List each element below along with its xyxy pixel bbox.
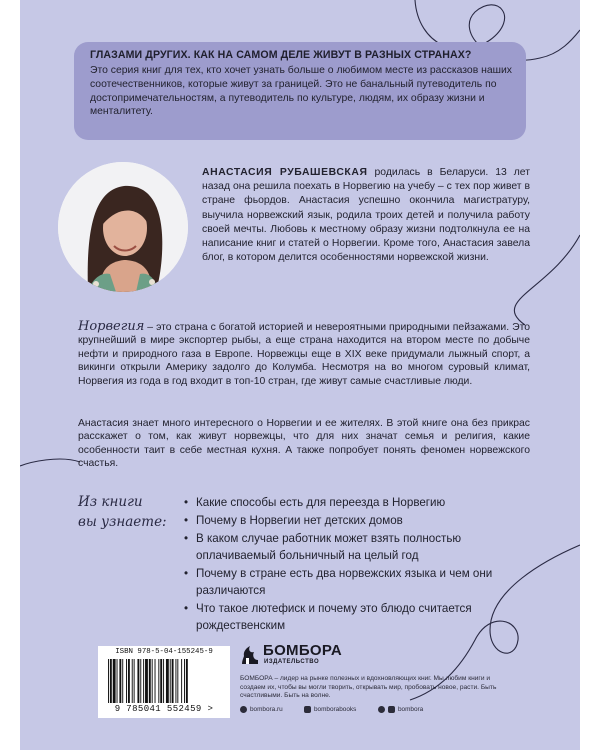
norway-word: Норвегия	[78, 319, 145, 334]
barcode-bars	[106, 659, 224, 703]
series-title: ГЛАЗАМИ ДРУГИХ. КАК НА САМОМ ДЕЛЕ ЖИВУТ В РАЗНЫХ СТРАНАХ?	[90, 49, 472, 61]
learn-label	[78, 492, 178, 532]
barcode-bar	[134, 659, 135, 703]
bullet-icon: •	[184, 567, 189, 580]
barcode-bar	[177, 659, 178, 703]
barcode-bar	[152, 659, 153, 703]
barcode-bar	[184, 659, 185, 703]
publisher-logo-subtitle: ИЗДАТЕЛЬСТВО	[264, 659, 320, 665]
barcode-bar	[132, 659, 133, 703]
barcode-bar	[126, 659, 127, 703]
barcode-bar	[172, 659, 174, 703]
vk-icon	[304, 706, 311, 713]
list-item: • Почему в Норвегии нет детских домов	[184, 514, 403, 527]
publisher-logo-text: БОМБОРА	[263, 642, 343, 659]
barcode-bar	[128, 659, 130, 703]
isbn-label: ISBN 978-5-04-155245-9	[115, 648, 213, 656]
barcode-bar	[108, 659, 109, 703]
barcode-bar	[163, 659, 164, 703]
publisher-description: БОМБОРА – лидер на рынке полезных и вдохновляющих книг. Мы любим книги и создаем их, чтобы вы могли творить, открывать мир, пробовать новое, расти. Быть счастливыми. Быть на волне.	[240, 675, 497, 700]
barcode-bar	[119, 659, 121, 703]
barcode-bar	[143, 659, 144, 703]
barcode-bar	[181, 659, 182, 703]
barcode-bar	[175, 659, 176, 703]
barcode-block	[98, 646, 230, 718]
list-item: • В каком случае работник может взять полностью оплачиваемый больничный на целый год	[184, 532, 462, 562]
barcode-bar	[113, 659, 116, 703]
author-name: АНАСТАСИЯ РУБАШЕВСКАЯ	[202, 167, 368, 178]
bullet-icon: •	[184, 532, 189, 545]
share-icon	[388, 706, 395, 713]
social-website[interactable]: bombora.ru	[240, 706, 283, 713]
social-books[interactable]: bomborabooks	[304, 706, 356, 713]
social-channels[interactable]: bombora	[378, 706, 423, 713]
barcode-bar	[158, 659, 159, 703]
barcode-bar	[155, 659, 156, 703]
publisher-socials	[240, 706, 500, 716]
barcode-bar	[145, 659, 148, 703]
globe-icon	[240, 706, 247, 713]
barcode-bar	[122, 659, 123, 703]
bombora-wave-icon	[240, 642, 260, 666]
barcode-bar	[140, 659, 141, 703]
learn-label-line2: вы узнаете:	[78, 514, 167, 530]
barcode-bar	[149, 659, 151, 703]
author-portrait	[58, 162, 188, 292]
barcode-bar	[186, 659, 188, 703]
left-arrow-line	[20, 459, 80, 466]
bullet-icon: •	[184, 514, 189, 527]
publisher-logo	[240, 640, 390, 668]
list-item: • Почему в стране есть два норвежских языка и чем они различаются	[184, 567, 493, 597]
back-cover	[20, 0, 580, 750]
list-item: • Что такое лютефиск и почему это блюдо считается рождественским	[184, 602, 472, 632]
author-bio-text: родилась в Беларуси. 13 лет назад она решила поехать в Норвегию на учебу – с тех пор живет в стране фьордов. Анастасия успешно окончила магистратуру, выучила норвежский язык, родила троих детей и получила работу своей мечты. Любовь к местному образу жизни подтолкнула ее на написание книг и статей о Норвегии. Кроме того, Анастасия завела блог, в котором делится особенностями норвежской жизни.	[202, 167, 530, 264]
bullet-icon: •	[184, 496, 189, 509]
norway-text: – это страна с богатой историей и невероятными природными пейзажами. Это крупнейший в мире экспортер рыбы, а еще страна находится на втором месте по добыче нефти и природного газа в Европе. Норвежцы еще в XIX веке придумали лыжный спорт, а викинги открыли Америку задолго до Колумба. Несмотря на во многом суровый климат, Норвегия из года в год входит в топ-10 стран, где живут самые счастливые люди.	[78, 322, 530, 387]
author-bio	[202, 166, 530, 265]
barcode-bar	[166, 659, 169, 703]
series-description: Это серия книг для тех, кто хочет узнать больше о любимом месте из рассказов наших соотечественников, которые живут за границей. Это не банальный путеводитель по достопримечательностям, а путеводитель по культуре, людям, их образу жизни и менталитету.	[90, 65, 512, 118]
norway-paragraph	[78, 320, 530, 388]
learn-list	[184, 494, 524, 635]
telegram-icon	[378, 706, 385, 713]
barcode-bar	[110, 659, 112, 703]
barcode-number: 9 785041 552459 >	[114, 704, 214, 714]
barcode-bar	[170, 659, 171, 703]
barcode-bar	[117, 659, 118, 703]
barcode-bar	[137, 659, 139, 703]
series-intro-box	[74, 42, 526, 140]
book-summary-paragraph: Анастасия знает много интересного о Норвегии и ее жителях. В этой книге она без прикрас расскажет о том, как живут норвежцы, что для них значат семья и религия, какие особенности таит в себе местная кухня. А также попробует понять феномен норвежского счастья.	[78, 418, 530, 470]
list-item: • Какие способы есть для переезда в Норвегию	[184, 496, 446, 509]
author-photo	[58, 162, 188, 292]
learn-label-line1: Из книги	[78, 494, 143, 510]
bullet-icon: •	[184, 602, 189, 615]
barcode-bar	[160, 659, 162, 703]
